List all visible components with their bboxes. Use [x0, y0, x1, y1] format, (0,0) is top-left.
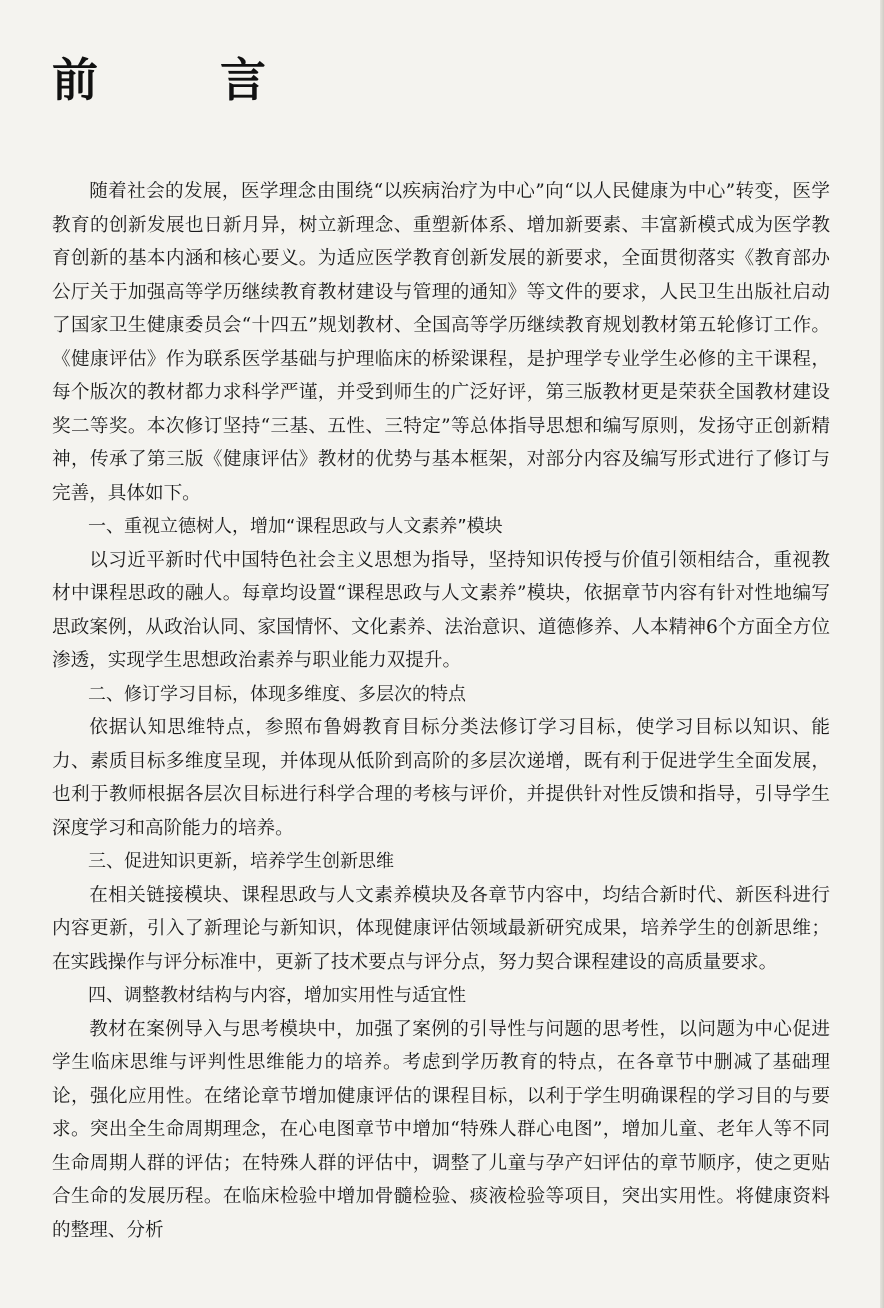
paragraph: 在相关链接模块、课程思政与人文素养模块及各章节内容中，均结合新时代、新医科进行内容更新，引入了新理论与新知识，体现健康评估领域最新研究成果，培养学生的创新思维；在实践操作与评分标准中，更新了技术要点与评分点，努力契合课程建设的高质量要求。	[52, 884, 830, 973]
paragraph: 教材在案例导入与思考模块中，加强了案例的引导性与问题的思考性，以问题为中心促进学生临床思维与评判性思维能力的培养。考虑到学历教育的特点，在各章节中删减了基础理论，强化应用性。在绪论章节增加健康评估的课程目标，以利于学生明确课程的学习目的与要求。突出全生命周期理念，在心电图章节中增加“特殊人群心电图”，增加儿童、老年人等不同生命周期人群的评估；在特殊人群的评估中，调整了儿童与孕产妇评估的章节顺序，使之更贴合生命的发展历程。在临床检验中增加骨髓检验、痰液检验等项目，突出实用性。将健康资料的整理、分析	[52, 1018, 830, 1241]
page-title: 前 言	[52, 53, 304, 107]
section-heading: 二、修订学习目标，体现多维度、多层次的特点	[88, 683, 466, 705]
paragraph: 依据认知思维特点，参照布鲁姆教育目标分类法修订学习目标，使学习目标以知识、能力、素质目标多维度呈现，并体现从低阶到高阶的多层次递增，既有利于促进学生全面发展，也利于教师根据各层次目标进行科学合理的考核与评价，并提供针对性反馈和指导，引导学生深度学习和高阶能力的培养。	[52, 717, 830, 839]
paragraph: 以习近平新时代中国特色社会主义思想为指导，坚持知识传授与价值引领相结合，重视教材中课程思政的融人。每章均设置“课程思政与人文素养”模块，依据章节内容有针对性地编写思政案例，从政治认同、家国情怀、文化素养、法治意识、道德修养、人本精神6个方面全方位渗透，实现学生思想政治素养与职业能力双提升。	[52, 549, 830, 671]
preface-body	[52, 175, 830, 1247]
section-heading: 一、重视立德树人，增加“课程思政与人文素养”模块	[88, 516, 503, 537]
section-heading: 三、促进知识更新，培养学生创新思维	[88, 851, 394, 872]
paragraph: 随着社会的发展，医学理念由围绕“以疾病治疗为中心”向“以人民健康为中心”转变，医学教育的创新发展也日新月异，树立新理念、重塑新体系、增加新要素、丰富新模式成为医学教育创新的基本内涵和核心要义。为适应医学教育创新发展的新要求，全面贯彻落实《教育部办公厅关于加强高等学历继续教育教材建设与管理的通知》等文件的要求，人民卫生出版社启动了国家卫生健康委员会“十四五”规划教材、全国高等学历继续教育规划教材第五轮修订工作。《健康评估》作为联系医学基础与护理临床的桥梁课程，是护理学专业学生必修的主干课程，每个版次的教材都力求科学严谨，并受到师生的广泛好评，第三版教材更是荣获全国教材建设奖二等奖。本次修订坚持“三基、五性、三特定”等总体指导思想和编写原则，发扬守正创新精神，传承了第三版《健康评估》教材的优势与基本框架，对部分内容及编写形式进行了修订与完善，具体如下。	[52, 181, 830, 504]
section-heading: 四、调整教材结构与内容，增加实用性与适宜性	[88, 985, 466, 1006]
page-edge-shadow	[880, 0, 884, 1308]
